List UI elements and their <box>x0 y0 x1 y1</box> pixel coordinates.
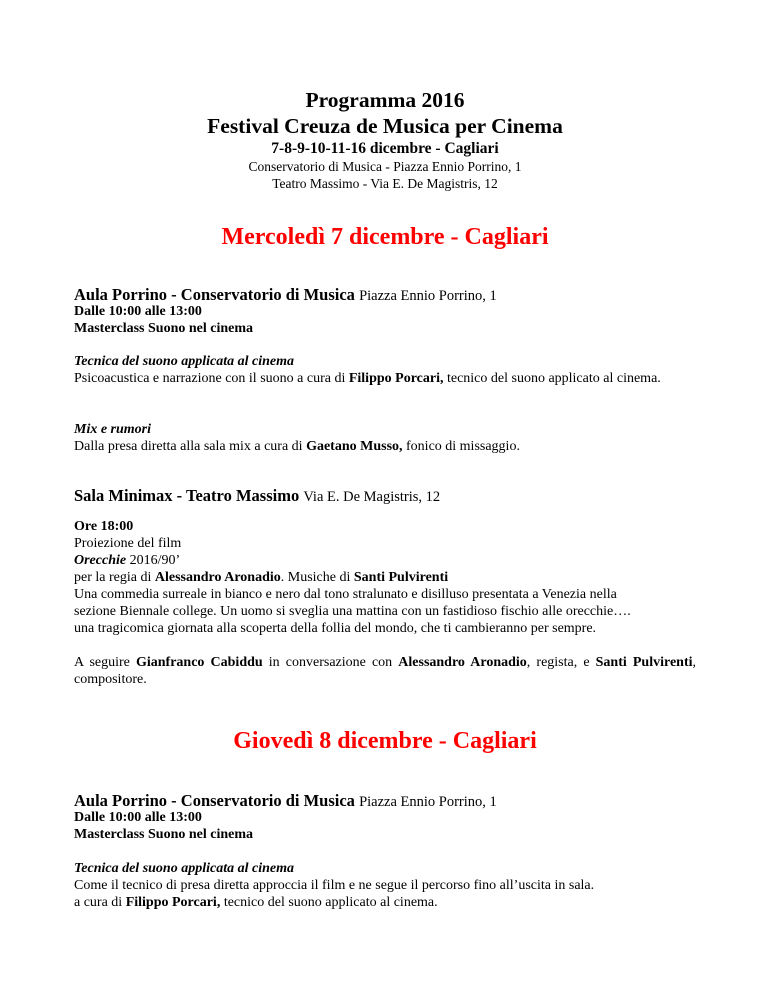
film-title-line <box>74 552 180 569</box>
conversation-text: in conversazione con <box>262 655 399 670</box>
talk-text: Dalla presa diretta alla sala mix a cura di <box>74 439 307 454</box>
film-synopsis-line: sezione Biennale college. Un uomo si sveglia una mattina con un fastidioso fischio alle orecchie…. <box>74 604 631 619</box>
session-time: Dalle 10:00 alle 13:00 <box>74 304 202 319</box>
venue-address: Via E. De Magistris, 12 <box>303 489 441 505</box>
film-synopsis-line: una tragicomica giornata alla scoperta della follia del mondo, che ti cambieranno per sempre. <box>74 621 597 636</box>
credits-text: . Musiche di <box>280 570 354 585</box>
host-name: Gianfranco Cabiddu <box>135 655 263 670</box>
film-title: Orecchie <box>74 553 127 568</box>
day-heading-thursday: Giovedì 8 dicembre - Cagliari <box>233 728 537 754</box>
talk-title: Tecnica del suono applicata al cinema <box>74 861 294 876</box>
talk-text: Psicoacustica e narrazione con il suono a cura di <box>74 371 349 386</box>
talk-description <box>74 370 696 387</box>
venue-name: Sala Minimax - Teatro Massimo <box>74 486 300 505</box>
talk-description <box>74 438 520 455</box>
talk-title: Tecnica del suono applicata al cinema <box>74 354 294 369</box>
screening-label: Proiezione del film <box>74 536 182 551</box>
session-title: Masterclass Suono nel cinema <box>74 827 254 842</box>
conversation-description <box>74 654 696 688</box>
director-name: Alessandro Aronadio <box>398 655 527 670</box>
film-synopsis-line: Una commedia surreale in bianco e nero dal tono stralunato e disilluso presentata a Venezia nella <box>74 587 617 602</box>
talk-text: fonico di missaggio. <box>402 439 520 454</box>
talk-title: Mix e rumori <box>74 422 152 437</box>
conversation-text: , regista, e <box>526 655 596 670</box>
composer-name: Santi Pulvirenti <box>353 570 449 585</box>
composer-name: Santi Pulvirenti <box>595 655 693 670</box>
session-title: Masterclass Suono nel cinema <box>74 321 254 336</box>
conversation-text: A seguire <box>74 655 136 670</box>
festival-dates: 7-8-9-10-11-16 dicembre - Cagliari <box>271 140 499 157</box>
film-credits <box>74 569 448 586</box>
venue-address-1: Conservatorio di Musica - Piazza Ennio Porrino, 1 <box>248 159 522 174</box>
credits-text: per la regia di <box>74 570 155 585</box>
speaker-name: Filippo Porcari, <box>125 895 221 910</box>
talk-text: tecnico del suono applicato al cinema. <box>220 895 438 910</box>
film-meta: 2016/90’ <box>126 553 181 568</box>
venue-address: Piazza Ennio Porrino, 1 <box>359 288 497 304</box>
day-heading-wednesday: Mercoledì 7 dicembre - Cagliari <box>221 224 549 250</box>
talk-description: Come il tecnico di presa diretta approccia il film e ne segue il percorso fino all’uscita in sala. <box>74 878 595 893</box>
talk-text: a cura di <box>74 895 126 910</box>
venue-address: Piazza Ennio Porrino, 1 <box>359 794 497 810</box>
venue-address-2: Teatro Massimo - Via E. De Magistris, 12 <box>272 176 498 191</box>
screening-time: Ore 18:00 <box>74 519 134 534</box>
venue-heading-sala-minimax <box>74 485 440 508</box>
speaker-name: Gaetano Musso, <box>306 439 403 454</box>
session-time: Dalle 10:00 alle 13:00 <box>74 810 202 825</box>
festival-name: Festival Creuza de Musica per Cinema <box>207 114 563 138</box>
talk-description <box>74 894 438 911</box>
document-title: Programma 2016 <box>305 88 465 112</box>
talk-text: tecnico del suono applicato al cinema. <box>443 371 661 386</box>
conversation-text: , compositore. <box>74 655 696 687</box>
speaker-name: Filippo Porcari, <box>348 371 444 386</box>
director-name: Alessandro Aronadio <box>154 570 281 585</box>
venue-name: Aula Porrino - Conservatorio di Musica <box>74 791 355 810</box>
venue-name: Aula Porrino - Conservatorio di Musica <box>74 285 355 304</box>
